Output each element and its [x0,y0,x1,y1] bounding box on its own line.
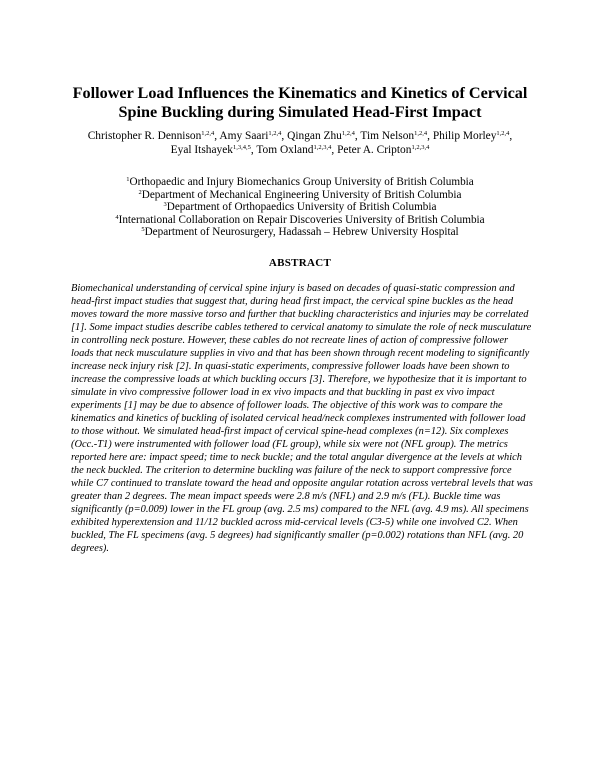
affiliation-text: Department of Mechanical Engineering University of British Columbia [141,188,462,201]
affiliation-number: 1 [126,176,130,183]
author-name: Eyal Itshayek [170,144,233,156]
author-list [50,129,550,157]
author-name: Philip Morley [432,130,497,142]
author-affiliation-marker: 1,2,4 [414,130,428,137]
affiliation-text: International Collaboration on Repair Discoveries University of British Columbia [118,213,485,226]
author-affiliation-marker: 1,2,3,4 [411,144,430,151]
author: Tom Oxland$^{1,2,3,4}$, [256,144,335,156]
author: Tim Nelson$^{1,2,4}$, [360,130,430,142]
affiliation-number: 3 [163,201,167,208]
author-name: Amy Saari [219,130,269,142]
author: Christopher R. Dennison$^{1,2,4}$, [87,130,218,142]
abstract-heading: ABSTRACT [268,257,332,269]
affiliation [60,176,540,189]
affiliation [60,201,540,214]
affiliation-number: 4 [115,213,119,221]
affiliation [60,214,540,227]
abstract-body: Biomechanical understanding of cervical spine injury is based on decades of quasi-static compression and head-first impact studies that suggest that, during head first impact, the cervical spine buckles as the head moves toward the more massive torso and further that buckling characteristics and injuries may be correlated [1]. Some impact studies describe cables tethered to cervical anatomy to simulate the role of neck musculature in controlling neck posture. However, these cables do not recreate lines of action of compressive follower loads that neck musculature supplies in vivo and that has been shown through recent modeling to significantly increase neck injury risk [2]. In quasi-static experiments, compressive follower loads have been shown to increase the compressive loads at which buckling occurs [3]. Therefore, we hypothesize that it is important to simulate in vivo compressive follower load in ex vivo impacts and that buckling in past ex vivo impact experiments [1] may be due to absence of follower loads. The objective of this work was to compare the kinematics and kinetics of buckling of isolated cervical head/neck complexes instrumented with follower load to those without. We simulated head-first impact of cervical spine-head complexes (n=12). Six complexes (Occ.-T1) were instrumented with follower load (FL group), while six were not (NFL group). The metrics reported here are: impact speed; time to neck buckle; and the total angular divergence at the levels at which the neck buckled. The criterion to determine buckling was failure of the neck to support compressive force while C7 continued to translate toward the head and opposite angular rotation across vertebral levels that was greater than 2 degrees. The mean impact speeds were 2.8 m/s (NFL) and 2.9 m/s (FL). Buckle time was significantly (p=0.009) lower in the FL group (avg. 2.5 ms) compared to the NFL (avg. 4.9 ms). All specimens exhibited hyperextension and 11/12 buckled across mid-cervical levels (C3-5) while one involved C2. When buckled, The FL specimens (avg. 5 degrees) had significantly smaller (p=0.002) rotations than NFL (avg. 20 degrees). [71,283,533,554]
author: Amy Saari$^{1,2,4}$, [219,130,285,142]
author-name: Tom Oxland [256,144,314,156]
author-affiliation-marker: 1,2,3,4 [313,144,332,151]
author-name: Peter A. Cripton [337,144,412,156]
affiliation-number: 5 [141,226,145,233]
affiliation-text: Orthopaedic and Injury Biomechanics Group University of British Columbia [129,176,474,188]
author [337,144,429,156]
paper-title: Follower Load Influences the Kinematics and Kinetics of Cervical Spine Buckling during Simulated Head-First Impact [72,84,528,121]
author-name: Qingan Zhu [287,130,342,142]
author: Eyal Itshayek$^{1,3,4,5}$, [170,144,254,156]
affiliation-text: Department of Neurosurgery, Hadassah – Hebrew University Hospital [144,226,459,238]
affiliation-number: 2 [138,188,142,196]
affiliation [60,189,540,202]
author-affiliation-marker: 1,3,4,5 [232,144,251,151]
affiliation-list [60,176,540,239]
author-name: Christopher R. Dennison [87,130,202,142]
affiliation-text: Department of Orthopaedics University of British Columbia [166,201,437,213]
author-name: Tim Nelson [360,130,415,142]
affiliation [60,226,540,239]
author: Qingan Zhu$^{1,2,4}$, [287,130,358,142]
author-affiliation-marker: 1,2,4 [268,130,282,137]
author-affiliation-marker: 1,2,4 [201,130,215,137]
author: Philip Morley$^{1,2,4}$, [432,130,513,142]
author-affiliation-marker: 1,2,4 [341,130,355,137]
author-affiliation-marker: 1,2,4 [496,130,510,137]
